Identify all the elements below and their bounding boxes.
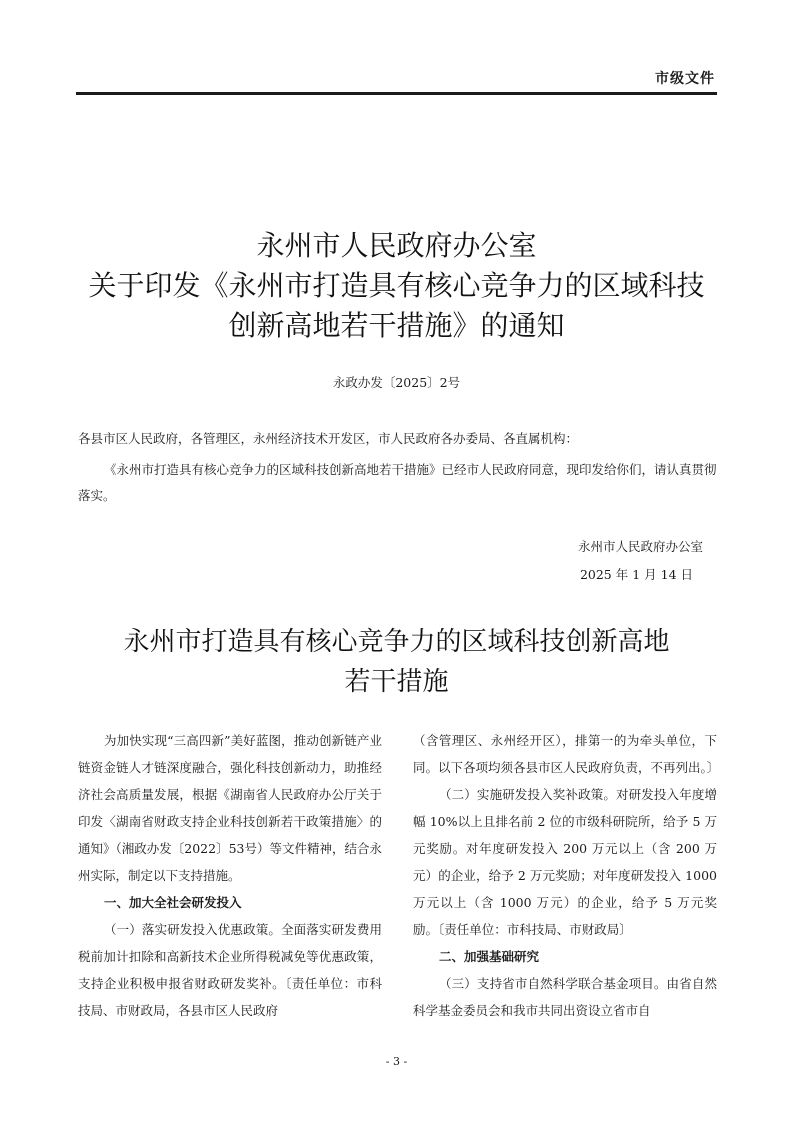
header-divider: [76, 92, 717, 95]
section-heading-2: 二、加强基础研究: [439, 949, 540, 964]
left-column: [78, 727, 382, 1024]
measures-title-line: 永州市打造具有核心竞争力的区域科技创新高地: [123, 627, 670, 657]
notice-title: [40, 226, 753, 346]
notice-addressee: 各县市区人民政府，各管理区，永州经济技术开发区，市人民政府各办委局、各直属机构：: [78, 431, 579, 446]
signature-date: 2025 年 1 月 14 日: [579, 567, 693, 582]
document-number: 永政办发〔2025〕2号: [332, 375, 461, 390]
measures-title: [40, 622, 753, 702]
notice-title-line: 创新高地若干措施》的通知: [228, 309, 565, 342]
notice-title-line: 关于印发《永州市打造具有核心竞争力的区域科技: [88, 269, 705, 302]
measure-item-1: （一）落实研发投入优惠政策。全面落实研发费用税前加计扣除和高新技术企业所得税减免等优惠政策，支持企业积极申报省财政研发奖补。〔责任单位：市科技局、市财政局，各县市区人民政府: [78, 922, 382, 1018]
right-column: [413, 727, 720, 1024]
section-heading-1: 一、加大全社会研发投入: [104, 895, 242, 910]
notice-body: 《永州市打造具有核心竞争力的区域科技创新高地若干措施》已经市人民政府同意，现印发给你们，请认真贯彻落实。: [78, 462, 717, 503]
notice-title-line: 永州市人民政府办公室: [256, 229, 537, 262]
page-number: - 3 -: [385, 1055, 408, 1068]
measure-item-3: （三）支持省市自然科学联合基金项目。由省自然科学基金委员会和我市共同出资设立省市自: [413, 976, 717, 1018]
section-label: 市级文件: [655, 71, 715, 87]
measures-intro: 为加快实现“三高四新”美好蓝图，推动创新链产业链资金链人才链深度融合，强化科技创新动力，助推经济社会高质量发展，根据《湖南省人民政府办公厅关于印发〈湖南省财政支持企业科技创新若干政策措施〉的通知》（湘政办发〔2022〕53号）等文件精神，结合永州实际，制定以下支持措施。: [78, 733, 382, 883]
measure-item-1-continued: （含管理区、永州经开区），排第一的为牵头单位，下同。以下各项均须各县市区人民政府负责，不再列出。〕: [413, 733, 720, 775]
measure-item-2: （二）实施研发投入奖补政策。对研发投入年度增幅 10%以上且排名前 2 位的市级科研院所，给予 5 万元奖励。对年度研发投入 200 万元以上（含 200 万元）的企业，给予 2 万元奖励；对年度研发投入 1000 万元以上（含 1000 万元）的企业，给予 5 万元奖励。〔责任单位：市科技局、市财政局〕: [413, 787, 717, 937]
signature-organization: 永州市人民政府办公室: [577, 539, 703, 554]
measures-title-line: 若干措施: [344, 667, 449, 697]
